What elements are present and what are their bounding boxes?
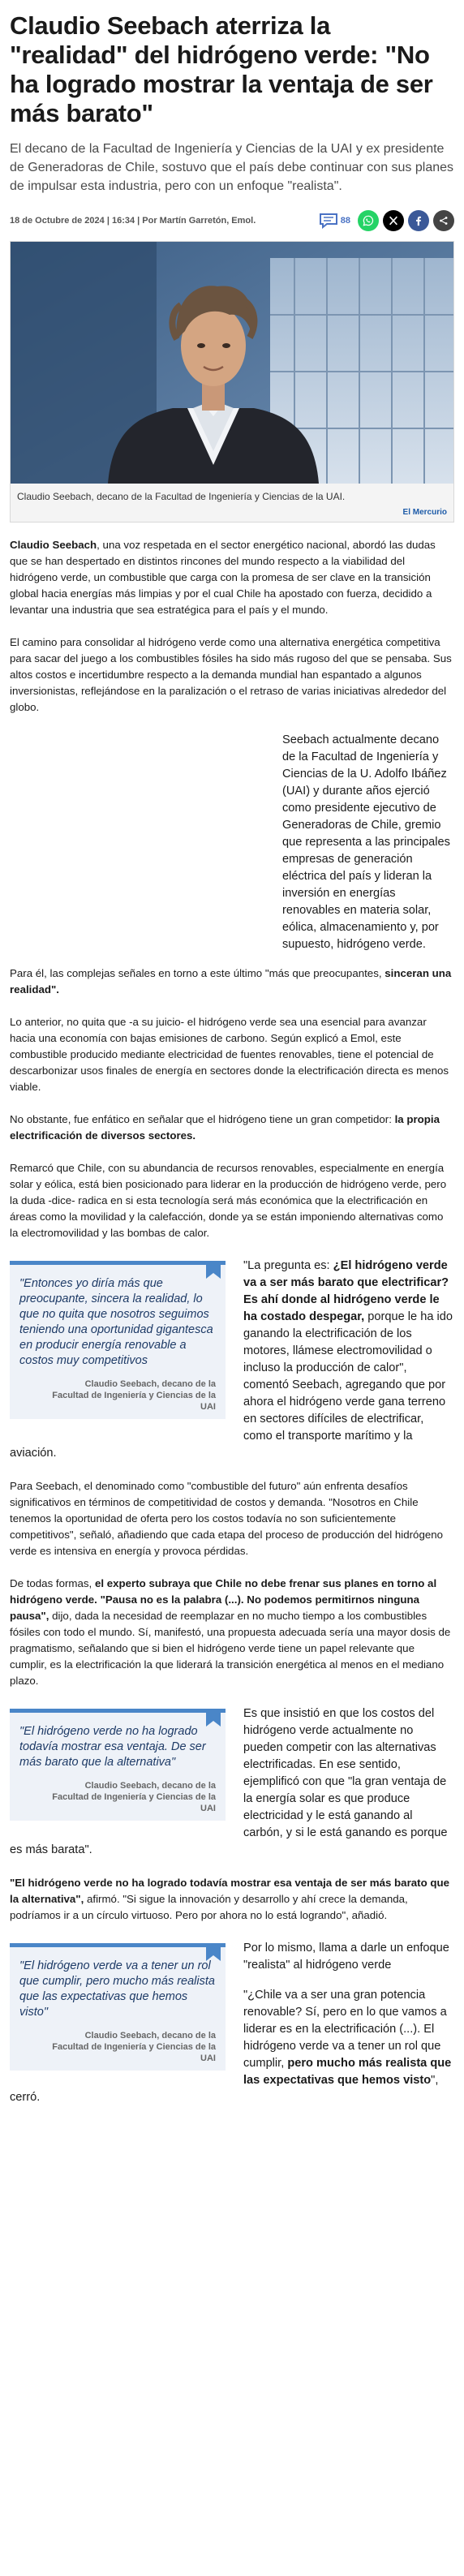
- paragraph: Lo anterior, no quita que -a su juicio- el hidrógeno verde sea una esencial para avanzar hacia una economía con bajas emisiones de carbono. Según explicó a Emol, este combustible producido mediante electricidad de fuentes renovables, tiene el potencial de descarbonizar usos finales de energía en sectores donde la electrificación directa es menos viable.: [10, 1016, 449, 1093]
- text: "¿Chile va a ser una gran potencia renovable? Sí, pero en lo que vamos a liderar es en la electrificación (...). El hidrógeno verde va a tener un rol que cumplir,: [243, 1989, 447, 2070]
- lead-paragraph: El decano de la Facultad de Ingeniería y Ciencias de la UAI y ex presidente de Generadoras de Chile, sostuvo que el país debe continuar con sus planes de impulsar esta industria, pero con un enfoque "realista".: [10, 142, 454, 193]
- quote-author: Claudio Seebach, decano de la Facultad de Ingeniería y Ciencias de la UAI: [52, 1379, 216, 1412]
- bold-text: pero mucho más realista que las expectativas que hemos visto: [243, 2057, 452, 2087]
- comments-link[interactable]: [319, 213, 350, 229]
- main-photo[interactable]: [11, 242, 453, 484]
- paragraph: [10, 1875, 454, 1924]
- text: ", cerró.: [10, 2074, 439, 2104]
- share-icon: [438, 215, 449, 226]
- headline: Claudio Seebach aterriza la "realidad" del hidrógeno verde: "No ha logrado mostrar la ventaja de ser más barato": [10, 11, 433, 127]
- paragraph: [10, 1112, 454, 1144]
- text: , una voz respetada en el sector energético nacional, abordó las dudas que se han despertado en distintos rincones del mundo respecto a la viabilidad del hidrógeno verde, un combustible que carga con la promesa de ser clave en la transición global hacia energías más limpias y por el cual Chile ha apostado con fuerza, decidido a levantar una industria que sea estratégica para el país y el mundo.: [10, 539, 436, 616]
- quote-author: Claudio Seebach, decano de la Facultad de Ingeniería y Ciencias de la UAI: [52, 1781, 216, 1813]
- x-icon: [388, 215, 399, 226]
- pull-quote: [10, 1261, 226, 1419]
- whatsapp-share-button[interactable]: [358, 210, 379, 231]
- paragraph: [10, 537, 454, 618]
- side-text-box: Seebach actualmente decano de la Facultad de Ingeniería y Ciencias de la U. Adolfo Ibáñez (UAI) y durante años ejerció como presidente ejecutivo de Generadoras de Chile, gremio que representa a las principales empresas de generación eléctrica del país y lideran la inversión en energías renovables en materia solar, eólica, almacenamiento y, por supuesto, hidrógeno verde.: [282, 733, 450, 951]
- more-share-button[interactable]: [433, 210, 454, 231]
- facebook-icon: [413, 215, 424, 226]
- bold-text: ¿El hidrógeno verde va a ser más barato que electrificar? Es ahí donde al hidrógeno verde le ha costado despegar,: [243, 1259, 449, 1323]
- quote-text: "El hidrógeno verde no ha logrado todavía mostrar esa ventaja. De ser más barato que la alternativa": [19, 1725, 206, 1769]
- quote-author: Claudio Seebach, decano de la Facultad de Ingeniería y Ciencias de la UAI: [52, 2031, 216, 2063]
- byline: 18 de Octubre de 2024 | 16:34 | Por Martín Garretón, Emol.: [10, 216, 256, 226]
- pull-quote: [10, 1943, 226, 2071]
- photo-credit: El Mercurio: [402, 508, 447, 517]
- quote-mark-icon: [206, 1261, 221, 1279]
- bold-text: el experto subraya que Chile no debe frenar sus planes en torno al hidrógeno verde. "Pausa no es la palabra (...). No podemos permitirnos ninguna pausa",: [10, 1577, 437, 1622]
- paragraph: Por lo mismo, llama a darle un enfoque "realista" al hidrógeno verde: [243, 1942, 449, 1972]
- x-share-button[interactable]: [383, 210, 404, 231]
- bold-text: "El hidrógeno verde no ha logrado todavía mostrar esa ventaja de ser más barato que la alternativa",: [10, 1877, 450, 1905]
- share-tools: [319, 210, 454, 231]
- text: porque le ha ido ganando la electrificación de los motores, llámese electromovilidad o incluso la producción de calor", comentó Seebach, agregando que por ahora el hidrógeno verde gana terreno en sectores difíciles de electrificar, como el transporte marítimo y la aviación.: [10, 1310, 453, 1460]
- meta-bar: [10, 209, 454, 233]
- photo-caption: Claudio Seebach, decano de la Facultad de Ingeniería y Ciencias de la UAI.: [17, 491, 346, 502]
- quote-mark-icon: [206, 1709, 221, 1727]
- paragraph: Para Seebach, el denominado como "combustible del futuro" aún enfrenta desafíos significativos en términos de competitividad de costos y demanda. "Nosotros en Chile tenemos la oportunidad de oferta pero los costos todavía no son suficientemente competitivos", señaló, añadiendo que cada etapa del proceso de producción del hidrógeno verde es intensiva en energía y provoca pérdidas.: [10, 1480, 444, 1557]
- paragraph: Es que insistió en que los costos del hidrógeno verde actualmente no pueden competir con las alternativas electrificadas. En ese sentido, ejemplificó con que "la gran ventaja de la energía solar es que produce electricidad y le está ganando al carbón, y si le está ganando es porque es más barata".: [10, 1707, 448, 1856]
- facebook-share-button[interactable]: [408, 210, 429, 231]
- bold-text: la propia electrificación de diversos sectores.: [10, 1113, 440, 1142]
- quote-text: "El hidrógeno verde va a tener un rol que cumplir, pero mucho más realista que las expectativas que hemos visto": [19, 1959, 215, 2019]
- main-photo-figure: [10, 241, 454, 523]
- bold-text: Claudio Seebach: [10, 539, 97, 551]
- paragraph: [10, 1576, 454, 1689]
- paragraph: El camino para consolidar al hidrógeno verde como una alternativa energética competitiva para sacar del juego a los combustibles fósiles ha sido más rugoso del que se pensaba. Sus altos costos e incertidumbre respecto a la demanda mundial han espantado a algunos inversionistas, reflejándose en la paralización o el retraso de varias iniciativas alrededor del globo.: [10, 636, 452, 713]
- comment-icon: [319, 213, 338, 229]
- text: afirmó. "Si sigue la innovación y desarrollo y ahí crece la demanda, podríamos ir a un círculo virtuoso. Pero por ahora no lo está logrando", añadió.: [10, 1893, 408, 1921]
- quote-mark-icon: [206, 1943, 221, 1961]
- article-body: [10, 537, 454, 2122]
- text: De todas formas,: [10, 1577, 95, 1589]
- bold-text: sinceran una realidad".: [10, 967, 452, 996]
- quote-text: "Entonces yo diría más que preocupante, sincera la realidad, lo que no quita que nosotros seguimos teniendo una oportunidad gigantesca en producir energía renovable a costos muy competitivos: [19, 1277, 213, 1367]
- paragraph: Remarcó que Chile, con su abundancia de recursos renovables, especialmente en energía solar y eólica, está bien posicionado para liderar en la producción de hidrógeno verde, pero la duda -dice- radica en si esta tecnología será más económica que la electrificación en áreas como la movilidad y la calefacción, donde ya se están imponiendo alternativas como la electromovilidad y las bombas de calor.: [10, 1162, 447, 1239]
- text: "La pregunta es:: [243, 1259, 333, 1272]
- text: dijo, dada la necesidad de reemplazar en no mucho tiempo a los combustibles fósiles con todo el mundo. Sí, manifestó, una propuesta adecuada sería una mayor dosis de pragmatismo, señalando que si bien el hidrógeno verde tiene un papel relevante que cumplir, es la electrificación la que liderará la transición energética al menos en el mediano plazo.: [10, 1610, 451, 1687]
- text: No obstante, fue enfático en señalar que el hidrógeno tiene un gran competidor:: [10, 1113, 395, 1125]
- pull-quote: [10, 1709, 226, 1821]
- whatsapp-icon: [363, 215, 374, 226]
- text: Para él, las complejas señales en torno a este último "más que preocupantes,: [10, 967, 385, 979]
- comment-count: 88: [340, 216, 350, 226]
